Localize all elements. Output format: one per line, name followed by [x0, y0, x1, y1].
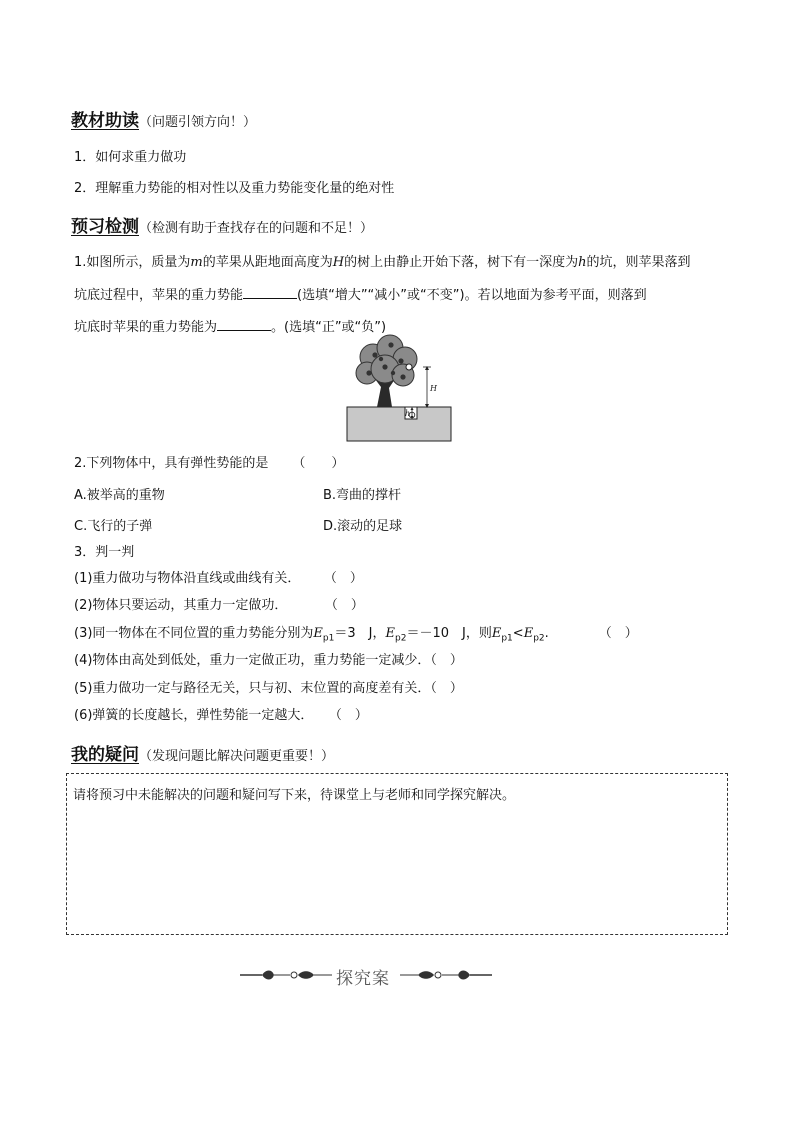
judge-item-4: (4)物体由高处到低处，重力一定做正功，重力势能一定减少．（ ）: [74, 653, 463, 668]
var-h: h: [578, 255, 587, 270]
var-m: m: [190, 255, 203, 270]
section-note: （问题引领方向！）: [139, 115, 257, 130]
answer-blank-1[interactable]: [243, 286, 297, 299]
section-heading-textbook-guide: [71, 106, 256, 131]
section-heading-preview-check: [71, 212, 373, 237]
question-1-line-2: 坑底过程中，苹果的重力势能 (选填“增大”“减小”或“不变”)。若以地面为参考平面，则落到: [74, 288, 647, 303]
guide-item-2: 2．理解重力势能的相对性以及重力势能变化量的绝对性: [74, 181, 395, 196]
section-heading-my-questions: [71, 740, 334, 765]
section-title: 预习检测: [71, 217, 139, 237]
ornament-right-icon: [400, 968, 492, 982]
option-b[interactable]: B.弯曲的撑杆: [323, 488, 402, 503]
questions-writing-box[interactable]: [66, 773, 728, 935]
option-d[interactable]: D.滚动的足球: [323, 519, 403, 534]
answer-paren[interactable]: （ ）: [331, 598, 364, 613]
judge-item-6: (6)弹簧的长度越长，弹性势能一定越大． （ ）: [74, 708, 368, 723]
question-2-stem: 2.下列物体中，具有弹性势能的是 （ ）: [74, 456, 345, 471]
section-divider-explore: [240, 962, 492, 988]
var-H: H: [332, 255, 345, 270]
answer-paren[interactable]: （ ）: [330, 571, 363, 586]
question-1-line-1: 1.如图所示，质量为m的苹果从距地面高度为H的树上由静止开始下落，树下有一深度为h的坑，则苹果落到: [74, 255, 691, 270]
answer-paren[interactable]: （ ）: [335, 708, 368, 723]
judge-item-2: (2)物体只要运动，其重力一定做功． （ ）: [74, 598, 364, 613]
answer-paren[interactable]: （ ）: [598, 626, 638, 641]
box-instruction: 请将预习中未能解决的问题和疑问写下来，待课堂上与老师和同学探究解决。: [73, 788, 516, 803]
judge-item-3: (3)同一物体在不同位置的重力势能分别为$E_{p1}=3$ J，$E_{p2}=-10$ J，则$E_{p1}<E_{p2}$. （ ）: [74, 626, 638, 644]
guide-item-1: 1．如何求重力做功: [74, 150, 187, 165]
section-title: 我的疑问: [71, 745, 139, 765]
section-note: （发现问题比解决问题更重要！）: [139, 749, 335, 764]
option-a[interactable]: A.被举高的重物: [74, 488, 165, 503]
answer-paren[interactable]: （ ）: [292, 456, 345, 471]
apple-tree-figure: [345, 333, 457, 445]
judge-title: 3．判一判: [74, 545, 135, 560]
question-1-line-3: 坑底时苹果的重力势能为 。(选填“正”或“负”): [74, 320, 387, 335]
judge-item-5: (5)重力做功一定与路径无关，只与初、末位置的高度差有关．（ ）: [74, 681, 463, 696]
label-h: h: [405, 409, 411, 418]
answer-blank-2[interactable]: [217, 318, 271, 331]
section-note: （检测有助于查找存在的问题和不足！）: [139, 221, 374, 236]
option-c[interactable]: C.飞行的子弹: [74, 519, 153, 534]
judge-item-1: (1)重力做功与物体沿直线或曲线有关． （ ）: [74, 571, 363, 586]
footer-label: 探究案: [336, 969, 390, 989]
section-title: 教材助读: [71, 111, 139, 131]
label-H: H: [430, 384, 437, 393]
ornament-left-icon: [240, 968, 332, 982]
